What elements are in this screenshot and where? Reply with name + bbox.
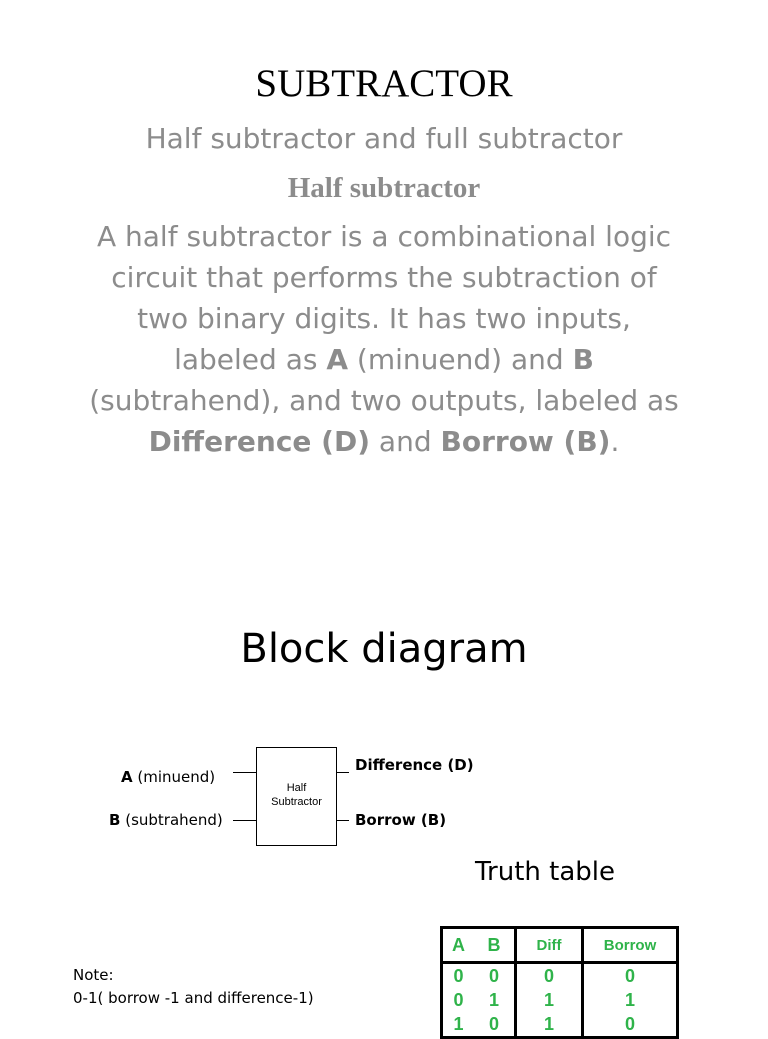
cell-b: 1: [474, 988, 516, 1012]
input-b-line: [233, 820, 256, 821]
input-a-label: [121, 768, 215, 786]
input-b-letter: B: [109, 811, 121, 829]
output-borrow-label: [355, 811, 446, 829]
input-b-term: B: [572, 343, 594, 376]
input-a-desc: (minuend): [137, 768, 216, 786]
section-heading: Half subtractor: [287, 172, 481, 204]
input-b-label: [109, 811, 223, 829]
block-label-line1: Half: [286, 782, 307, 794]
cell-diff: 1: [516, 988, 583, 1012]
description-paragraph: [84, 216, 684, 462]
page-title: SUBTRACTOR: [255, 62, 513, 105]
cell-a: 0: [453, 965, 464, 986]
output-borrow-text: Borrow (B): [355, 811, 447, 829]
cell-borrow: 1: [624, 989, 635, 1010]
note-label: Note:: [73, 966, 114, 984]
page-subtitle: Half subtractor and full subtractor: [145, 122, 623, 155]
input-a-letter: A: [121, 768, 133, 786]
description-text: (minuend) and: [348, 343, 573, 376]
cell-b: 0: [474, 963, 516, 989]
cell-a: 1: [453, 1013, 464, 1034]
description-text: .: [610, 425, 620, 458]
note: [73, 964, 314, 1010]
description-text: and: [370, 425, 441, 458]
note-text: 0-1( borrow -1 and difference-1): [73, 989, 314, 1007]
input-a-term: A: [326, 343, 349, 376]
header-diff: Diff: [516, 928, 583, 963]
cell-diff: 1: [516, 1012, 583, 1038]
table-row: [442, 1012, 678, 1038]
output-difference-term: Difference (D): [148, 425, 371, 458]
output-difference-line: [337, 772, 349, 773]
output-difference-text: Difference (D): [355, 756, 474, 774]
cell-a: 0: [453, 989, 464, 1010]
description-text: (subtrahend), and two outputs, labeled as: [89, 384, 679, 417]
half-subtractor-block-label: [256, 781, 337, 809]
header-borrow: Borrow: [603, 936, 657, 954]
truth-table-heading: Truth table: [475, 857, 616, 887]
output-borrow-line: [337, 820, 349, 821]
table-row: [442, 988, 678, 1012]
truth-table-header-row: [442, 928, 678, 963]
header-b: B: [474, 928, 516, 963]
input-a-line: [233, 772, 256, 773]
block-diagram-heading: Block diagram: [240, 626, 528, 672]
truth-table: [440, 926, 679, 1039]
cell-b: 0: [474, 1012, 516, 1038]
output-borrow-term: Borrow (B): [440, 425, 611, 458]
output-difference-label: [355, 756, 474, 774]
header-a: A: [452, 934, 465, 955]
cell-diff: 0: [516, 963, 583, 989]
input-b-desc: (subtrahend): [125, 811, 223, 829]
table-row: [442, 963, 678, 989]
block-label-line2: Subtractor: [271, 796, 322, 808]
cell-borrow: 0: [624, 965, 635, 986]
cell-borrow: 0: [624, 1013, 635, 1034]
description-text: A half subtractor is a combinational logic circuit that performs the subtraction of two binary digits. It has two inputs, labeled as: [96, 220, 672, 376]
